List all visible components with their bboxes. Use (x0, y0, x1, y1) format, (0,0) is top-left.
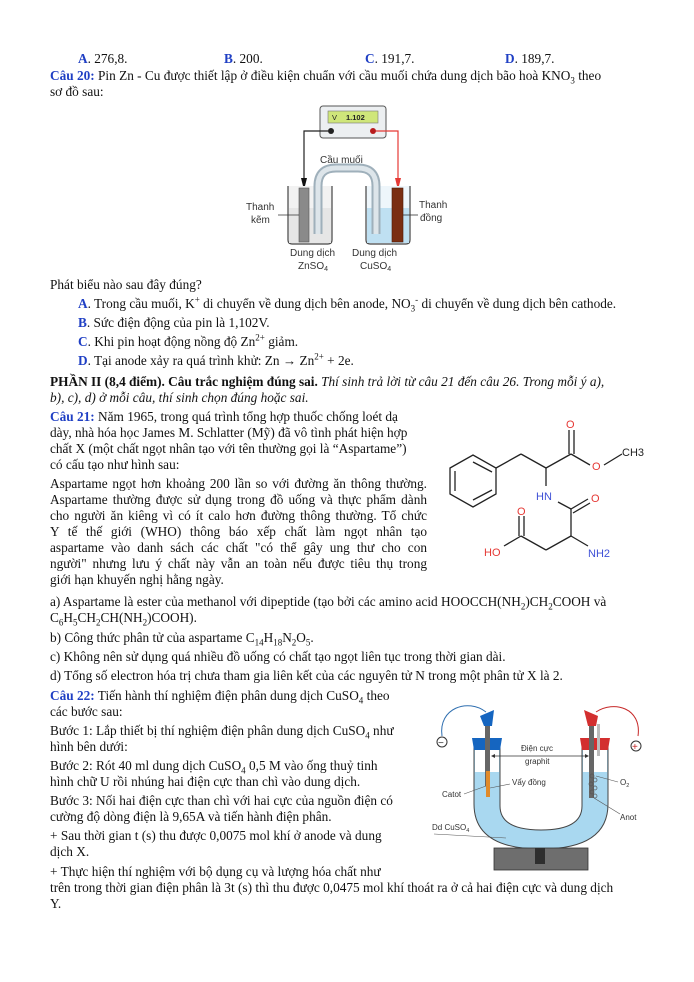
o2-label: $O_2$ (620, 778, 630, 789)
electrode-label-2: graphit (525, 757, 550, 766)
q20-option-a (78, 294, 617, 314)
statement-text: C (50, 610, 59, 625)
atom-o-amide: O (591, 493, 600, 505)
step-text-end: 0,5 M vào ống thuỷ tinh (245, 758, 378, 773)
cathode-label: Catot (442, 790, 462, 799)
option-text: giảm. (264, 334, 299, 349)
q21-para2-line-5: aspartame vào danh sách các chất "có thể gây ung thư cho con (50, 540, 427, 555)
subscript: 3 (570, 75, 575, 86)
option-text: . Sức điện động của pin là 1,102V. (86, 315, 270, 330)
statement-text: a) Aspartame là ester của methanol với dipeptide (tạo bởi các amino acid HOOCCH(NH (50, 594, 521, 609)
q21-para2-line-6: người" nhưng lưu ý chất này vẫn an toàn nếu được tiêu thụ trong (50, 556, 427, 571)
option-text: . 189,7. (514, 51, 555, 66)
black-clip (301, 178, 307, 186)
option-key: B (78, 315, 87, 330)
gas-tube (597, 724, 600, 756)
option-key: B (224, 51, 233, 66)
q21-para2-line-3: cho người ăn kiêng vì có ít calo hơn đường thông thường. Tổ chức (50, 508, 427, 523)
atom-nh2: NH2 (588, 548, 611, 560)
part-instruction: Thí sinh trả lời từ câu 21 đến câu 26. Trong mỗi ý a), (317, 374, 605, 389)
galvanic-cell-figure (240, 104, 460, 276)
superscript: 2+ (314, 351, 324, 362)
option-text: . Tại anode xảy ra quá trình khử: Zn → Zn (87, 353, 315, 368)
right-stopper (580, 738, 610, 750)
superscript: 2+ (255, 332, 265, 343)
q22-line-2: các bước sau: (50, 704, 123, 719)
q20-option-d (78, 353, 354, 368)
anode-label: Anot (620, 813, 637, 822)
copper-rod-label: Thanh (419, 200, 448, 211)
q21-line-3: chất X (một chất ngọt nhân tạo với tên thường gọi là “Aspartame”) (50, 441, 407, 456)
q20-prompt: Phát biểu nào sau đây đúng? (50, 277, 202, 292)
znso4-solution (289, 208, 331, 243)
copper-flakes-label: Vẩy đồng (512, 778, 546, 787)
q21-text: Năm 1965, trong quá trình tổng hợp thuốc chống loét dạ (94, 409, 398, 424)
q22-step1-cont: hình bên dưới: (50, 739, 128, 754)
cuso4-label: Dung dịch (352, 248, 398, 259)
copper-rod-label-2: đồng (420, 213, 443, 224)
q21-para2-line-1: Aspartame ngọt hơn khoảng 200 lần so với đường ăn thông thường. (50, 476, 427, 491)
zinc-rod-label-2: kẽm (251, 215, 270, 226)
q21-statement-d: d) Tổng số electron hóa trị chưa tham gia liên kết của các nguyên tử N trong một phân tử X là 2. (50, 668, 563, 683)
copper-rod (392, 188, 403, 242)
part-title: PHẦN II (8,4 điểm). Câu trắc nghiệm đúng sai. (50, 374, 318, 389)
red-clip (584, 710, 598, 726)
aspartame-structure (438, 412, 654, 568)
q22-after-3t-end: Y. (50, 896, 62, 911)
red-wire (596, 707, 638, 736)
zinc-rod-label: Thanh (246, 202, 275, 213)
statement-text: b) Công thức phân tử của aspartame C (50, 630, 255, 645)
q22-step2-cont: hình chữ U rồi nhúng hai điện cực than chì vào dung dịch. (50, 774, 361, 789)
plus-sign: + (632, 742, 638, 753)
question-label: Câu 21: (50, 409, 95, 424)
prev-option-d (505, 51, 555, 66)
stand-post (535, 848, 545, 864)
q22-text-end: theo (363, 688, 390, 703)
blue-clip (480, 710, 494, 726)
atom-o-carbonyl: O (566, 419, 575, 431)
option-text: . 200. (232, 51, 263, 66)
q21-statement-b: b) Công thức phân tử của aspartame $C_{14}H_{18}N_2O_5$. (50, 630, 314, 648)
q21-line-2: dày, nhà hóa học James M. Schlatter (Mỹ) đã vô tình phát hiện hợp (50, 425, 408, 440)
cuso4-label: Dd CuSO$_4$ (432, 823, 470, 834)
q21-para2-line-7: giới hạn khuyến nghị hằng ngày. (50, 572, 224, 587)
q22-after-3t: + Thực hiện thí nghiệm với bộ dụng cụ và lượng hóa chất như (50, 864, 381, 879)
q21-statement-c: c) Không nên sử dụng quá nhiều đồ uống có chất tạo ngọt liên tục trong thời gian dài. (50, 649, 506, 664)
atom-o-acid: O (517, 506, 526, 518)
option-key: C (365, 51, 375, 66)
superscript: - (415, 294, 419, 305)
q22-step3-cont: cường độ dòng điện là 9,65A và tiến hành điện phân. (50, 809, 332, 824)
q22-after-t-cont: dịch X. (50, 844, 90, 859)
superscript: + (194, 294, 200, 305)
option-key: C (78, 334, 88, 349)
step-text: Bước 2: Rót 40 ml dung dịch CuSO (50, 758, 242, 773)
part2-instruction-2: b), c), d) ở mỗi câu, thí sinh chọn đúng hoặc sai. (50, 390, 309, 405)
option-key: D (505, 51, 515, 66)
part2-heading (50, 374, 604, 389)
q22-step2: Bước 2: Rót 40 ml dung dịch CuSO$_4$ 0,5 M vào ống thuỷ tinh (50, 758, 378, 776)
q20-line-1 (50, 68, 602, 86)
voltmeter-value: 1.102 (346, 113, 365, 122)
q21-line-1 (50, 409, 398, 424)
q20-option-b (78, 315, 270, 330)
electrode-label: Điện cực (521, 744, 554, 753)
option-key: D (78, 353, 88, 368)
atom-oh: HO (484, 547, 501, 559)
q20-text: Pin Zn - Cu được thiết lập ở điều kiện chuẩn với cầu muối chứa dung dịch bão hoà KNO (94, 68, 571, 83)
q21-line-4: có cấu tạo như hình sau: (50, 457, 180, 472)
positive-terminal (370, 128, 376, 134)
q22-after-3t-cont: trên trong thời gian điện phân là 3t (s) thì thu được 0,0475 mol khí thoát ra ở cả hai điện cực và dung dịch (50, 880, 614, 895)
prev-option-a (78, 51, 128, 66)
benzene-ring (450, 455, 496, 507)
option-text: + 2e. (323, 353, 354, 368)
cuso4-formula: CuSO$_4$ (360, 261, 392, 273)
atom-nh: HN (536, 491, 552, 503)
prev-option-b (224, 51, 263, 66)
option-text: . Khi pin hoạt động nồng độ Zn (87, 334, 256, 349)
q21-para2-line-4: Y tế thế giới (WHO) thông báo xếp chất làm ngọt nhân tạo (50, 524, 427, 539)
step-text-end: như (369, 723, 394, 738)
q20-option-c (78, 334, 298, 349)
q21-statement-a: a) Aspartame là ester của methanol với dipeptide (tạo bởi các amino acid $HOOCCH(NH_2)CH_2COOH$ và (50, 594, 607, 612)
zinc-rod (299, 188, 309, 242)
q21-para2-line-2: Aspartame thường được sử dụng trong đồ uống và thực phẩm dành (50, 492, 427, 507)
q22-after-t: + Sau thời gian t (s) thu được 0,0075 mol khí ở anode và dung (50, 828, 382, 843)
option-key: A (78, 296, 88, 311)
option-text: . Trong cầu muối, K (87, 296, 195, 311)
negative-terminal (328, 128, 334, 134)
voltmeter-unit: V (332, 113, 338, 122)
q22-line-1: Câu 22: Tiến hành thí nghiệm điện phân dung dịch CuSO$_4$ theo (50, 688, 390, 706)
red-clip (395, 178, 401, 186)
electrolysis-figure (424, 694, 658, 874)
question-label: Câu 20: (50, 68, 95, 83)
znso4-label: Dung dịch (290, 248, 336, 259)
step-text: Bước 1: Lắp thiết bị thí nghiệm điện phân dung dịch CuSO (50, 723, 366, 738)
salt-bridge-label: Cầu muối (320, 155, 363, 166)
prev-option-c (365, 51, 415, 66)
atom-ch3: CH3 (622, 447, 645, 459)
copper-flakes (486, 771, 490, 797)
option-text: di chuyển về dung dịch bên anode, NO (199, 296, 411, 311)
znso4-formula: ZnSO$_4$ (298, 261, 329, 273)
option-text: . 191,7. (374, 51, 415, 66)
blue-wire (442, 706, 486, 736)
q21-statement-a-cont: $C_6H_5CH_2CH(NH_2)COOH$). (50, 610, 197, 628)
q22-step1: Bước 1: Lắp thiết bị thí nghiệm điện phân dung dịch CuSO$_4$ như (50, 723, 394, 741)
option-text: di chuyển về dung dịch bên cathode. (418, 296, 617, 311)
minus-sign: − (438, 738, 444, 749)
q20-line-2: sơ đồ sau: (50, 84, 104, 99)
subscript: 3 (410, 303, 416, 314)
question-label: Câu 22: (50, 688, 95, 703)
q22-text: Tiến hành thí nghiệm điện phân dung dịch CuSO (94, 688, 359, 703)
atom-o-ester: O (592, 461, 601, 473)
option-text: . 276,8. (87, 51, 128, 66)
q20-text-end: theo (574, 68, 602, 83)
q22-step3: Bước 3: Nối hai điện cực than chì với hai cực của nguồn điện có (50, 793, 393, 808)
option-key: A (78, 51, 88, 66)
